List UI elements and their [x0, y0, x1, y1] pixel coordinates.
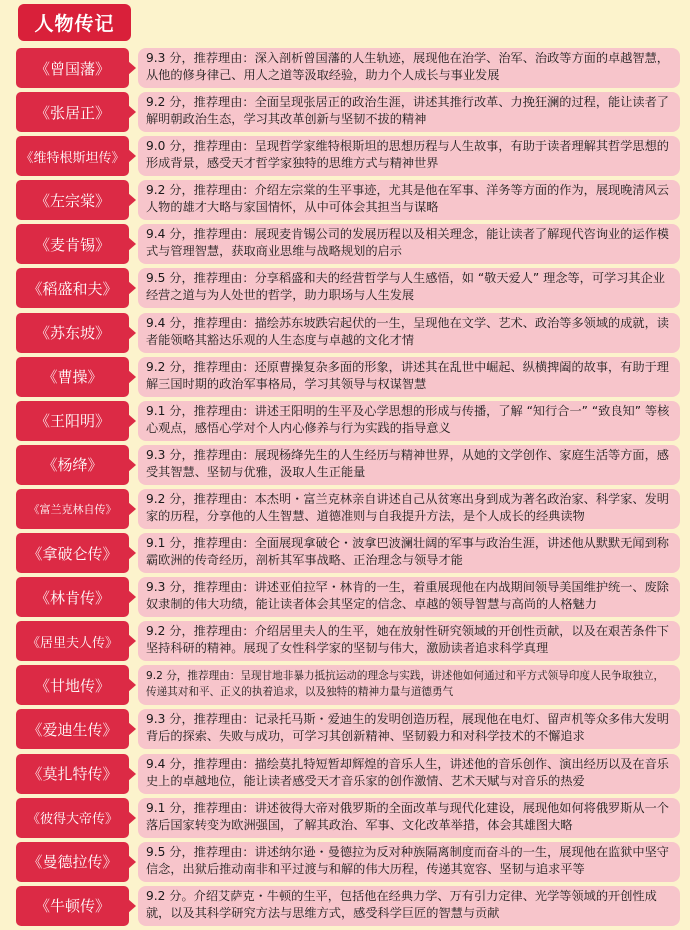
book-row [16, 577, 680, 617]
book-title: 《牛顿传》 [16, 886, 129, 926]
book-recommendation: 9.5 分，推荐理由：讲述纳尔逊・曼德拉为反对种族隔离制度而奋斗的一生，展现他在监狱中坚守信念，出狱后推动南非和平过渡与和解的伟大历程，传递其宽容、坚韧与追求平等 [138, 842, 680, 882]
title-pointer-arrow [128, 590, 136, 604]
book-row [16, 709, 680, 749]
book-recommendation: 9.2 分，推荐理由：全面呈现张居正的政治生涯，讲述其推行改革、力挽狂澜的过程，能让读者了解明朝政治生态，学习其改革创新与坚韧不拔的精神 [138, 92, 680, 132]
title-pointer-arrow [128, 414, 136, 428]
book-recommendation: 9.3 分，推荐理由：讲述亚伯拉罕・林肯的一生，着重展现他在内战期间领导美国维护统一、废除奴隶制的伟大功绩，能让读者体会其坚定的信念、卓越的领导智慧与高尚的人格魅力 [138, 577, 680, 617]
book-row [16, 48, 680, 88]
book-recommendation: 9.1 分，推荐理由：讲述彼得大帝对俄罗斯的全面改革与现代化建设，展现他如何将俄罗斯从一个落后国家转变为欧洲强国，了解其政治、军事、文化改革举措，体会其雄图大略 [138, 798, 680, 838]
book-title: 《拿破仑传》 [16, 533, 129, 573]
book-row [16, 533, 680, 573]
title-pointer-arrow [128, 767, 136, 781]
book-recommendation: 9.4 分，推荐理由：展现麦肯锡公司的发展历程以及相关理念，能让读者了解现代咨询业的运作模式与管理智慧，获取商业思维与战略规划的启示 [138, 224, 680, 264]
book-row [16, 798, 680, 838]
book-title: 《王阳明》 [16, 401, 129, 441]
title-pointer-arrow [128, 281, 136, 295]
title-pointer-arrow [128, 722, 136, 736]
book-title: 《爱迪生传》 [16, 709, 129, 749]
book-title: 《富兰克林自传》 [16, 489, 129, 529]
book-title: 《稻盛和夫》 [16, 268, 129, 308]
book-recommendation: 9.2 分，推荐理由：介绍左宗棠的生平事迹，尤其是他在军事、洋务等方面的作为，展现晚清风云人物的雄才大略与家国情怀，从中可体会其担当与谋略 [138, 180, 680, 220]
book-title: 《曹操》 [16, 357, 129, 397]
title-pointer-arrow [128, 458, 136, 472]
book-title: 《左宗棠》 [16, 180, 129, 220]
title-pointer-arrow [128, 149, 136, 163]
book-row [16, 489, 680, 529]
title-pointer-arrow [128, 502, 136, 516]
title-pointer-arrow [128, 678, 136, 692]
book-row [16, 754, 680, 794]
book-recommendation: 9.1 分，推荐理由：全面展现拿破仑・波拿巴波澜壮阔的军事与政治生涯，讲述他从默默无闻到称霸欧洲的传奇经历，剖析其军事战略、正治理念与领导才能 [138, 533, 680, 573]
book-title: 《甘地传》 [16, 665, 129, 705]
book-row [16, 445, 680, 485]
book-recommendation: 9.2 分，推荐理由：呈现甘地非暴力抵抗运动的理念与实践，讲述他如何通过和平方式领导印度人民争取独立，传递其对和平、正义的执着追求，以及独特的精神力量与道德勇气 [138, 665, 680, 705]
book-row [16, 268, 680, 308]
book-recommendation: 9.2 分，推荐理由：本杰明・富兰克林亲自讲述自己从贫寒出身到成为著名政治家、科学家、发明家的历程，分享他的人生智慧、道德准则与自我提升方法，是个人成长的经典读物 [138, 489, 680, 529]
book-title: 《彼得大帝传》 [16, 798, 129, 838]
book-title: 《麦肯锡》 [16, 224, 129, 264]
book-recommendation: 9.3 分，推荐理由：深入剖析曾国藩的人生轨迹，展现他在治学、治军、治政等方面的卓越智慧，从他的修身律己、用人之道等汲取经验，助力个人成长与事业发展 [138, 48, 680, 88]
book-row [16, 621, 680, 661]
book-recommendation: 9.0 分，推荐理由：呈现哲学家维特根斯坦的思想历程与人生故事，有助于读者理解其哲学思想的形成背景，感受天才哲学家独特的思维方式与精神世界 [138, 136, 680, 176]
book-recommendation: 9.4 分，推荐理由：描绘苏东坡跌宕起伏的一生，呈现他在文学、艺术、政治等多领域的成就，读者能领略其豁达乐观的人生态度与卓越的文化才情 [138, 313, 680, 353]
book-title: 《维特根斯坦传》 [16, 136, 129, 176]
title-pointer-arrow [128, 61, 136, 75]
title-pointer-arrow [128, 193, 136, 207]
title-pointer-arrow [128, 370, 136, 384]
book-row [16, 136, 680, 176]
book-row [16, 401, 680, 441]
title-pointer-arrow [128, 326, 136, 340]
title-pointer-arrow [128, 105, 136, 119]
book-recommendation: 9.4 分，推荐理由：描绘莫扎特短暂却辉煌的音乐人生，讲述他的音乐创作、演出经历以及在音乐史上的卓越地位，能让读者感受天才音乐家的创作激情、艺术天赋与对音乐的热爱 [138, 754, 680, 794]
book-row [16, 224, 680, 264]
book-title: 《杨绛》 [16, 445, 129, 485]
book-row [16, 180, 680, 220]
book-recommendation: 9.2 分。介绍艾萨克・牛顿的生平，包括他在经典力学、万有引力定律、光学等领域的开创性成就，以及其科学研究方法与思维方式，感受科学巨匠的智慧与贡献 [138, 886, 680, 926]
book-list [16, 48, 680, 930]
book-title: 《居里夫人传》 [16, 621, 129, 661]
book-row [16, 313, 680, 353]
title-pointer-arrow [128, 546, 136, 560]
book-recommendation: 9.1 分，推荐理由：讲述王阳明的生平及心学思想的形成与传播，了解 “知行合一” “致良知” 等核心观点，感悟心学对个人内心修养与行为实践的指导意义 [138, 401, 680, 441]
book-row [16, 665, 680, 705]
book-title: 《张居正》 [16, 92, 129, 132]
book-recommendation: 9.2 分，推荐理由：介绍居里夫人的生平，她在放射性研究领域的开创性贡献，以及在艰苦条件下坚持科研的精神。展现了女性科学家的坚韧与伟大，激励读者追求科学真理 [138, 621, 680, 661]
section-header: 人物传记 [18, 4, 131, 41]
book-title: 《苏东坡》 [16, 313, 129, 353]
title-pointer-arrow [128, 634, 136, 648]
book-recommendation: 9.2 分，推荐理由：还原曹操复杂多面的形象，讲述其在乱世中崛起、纵横捭阖的故事，有助于理解三国时期的政治军事格局，学习其领导与权谋智慧 [138, 357, 680, 397]
title-pointer-arrow [128, 899, 136, 913]
book-title: 《莫扎特传》 [16, 754, 129, 794]
book-recommendation: 9.3 分，推荐理由：展现杨绛先生的人生经历与精神世界，从她的文学创作、家庭生活等方面，感受其智慧、坚韧与优雅，汲取人生正能量 [138, 445, 680, 485]
book-row [16, 92, 680, 132]
book-title: 《曾国藩》 [16, 48, 129, 88]
book-title: 《曼德拉传》 [16, 842, 129, 882]
book-row [16, 842, 680, 882]
book-recommendation: 9.5 分，推荐理由：分享稻盛和夫的经营哲学与人生感悟，如 “敬天爱人” 理念等，可学习其企业经营之道与为人处世的哲学，助力职场与人生发展 [138, 268, 680, 308]
book-title: 《林肯传》 [16, 577, 129, 617]
book-row [16, 357, 680, 397]
title-pointer-arrow [128, 237, 136, 251]
title-pointer-arrow [128, 811, 136, 825]
book-recommendation: 9.3 分，推荐理由：记录托马斯・爱迪生的发明创造历程，展现他在电灯、留声机等众多伟大发明背后的探索、失败与成功，可学习其创新精神、坚韧毅力和对科学技术的不懈追求 [138, 709, 680, 749]
title-pointer-arrow [128, 855, 136, 869]
